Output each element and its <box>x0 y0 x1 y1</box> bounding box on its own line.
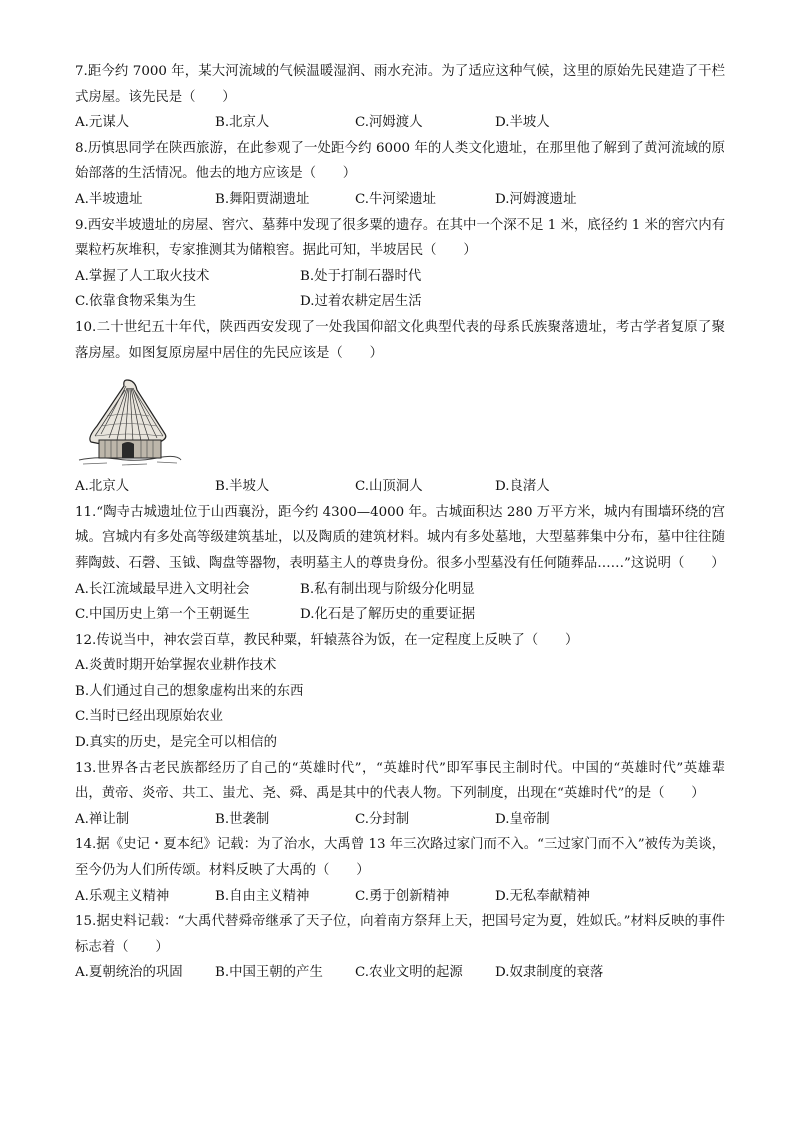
option-c: C.中国历史上第一个王朝诞生 <box>75 607 250 623</box>
option-c: C.依靠食物采集为生 <box>75 294 197 310</box>
option-d: D.奴隶制度的衰落 <box>495 965 604 981</box>
option-d: D.半坡人 <box>495 115 550 131</box>
question-12 <box>75 628 725 756</box>
option-d: D.皇帝制 <box>495 811 550 827</box>
option-b: B.处于打制石器时代 <box>300 268 422 284</box>
option-d: D.河姆渡遗址 <box>495 191 577 207</box>
option-c: C.牛河梁遗址 <box>355 191 436 207</box>
option-a: A.长江流域最早进入文明社会 <box>75 581 250 597</box>
option-a: A.夏朝统治的巩固 <box>75 965 183 981</box>
option-d: D.无私奉献精神 <box>495 888 590 904</box>
option-b: B.私有制出现与阶级分化明显 <box>300 581 475 597</box>
options-row <box>75 474 725 500</box>
question-13 <box>75 756 725 833</box>
question-11 <box>75 500 725 628</box>
options-row <box>75 960 725 986</box>
question-stem: 7.距今约 7000 年，某大河流域的气候温暖湿润、雨水充沛。为了适应这种气候，这里的原始先民建造了干栏式房屋。该先民是（ ） <box>75 64 725 105</box>
question-stem: 14.据《史记・夏本纪》记载：为了治水，大禹曾 13 年三次路过家门而不入。“三过家门而不入”被传为美谈，至今仍为人们所传颂。材料反映了大禹的（ ） <box>75 837 725 879</box>
option-a: A.元谋人 <box>75 115 130 131</box>
option-c: C.山顶洞人 <box>355 479 423 495</box>
option-c: C.分封制 <box>355 811 410 827</box>
option-d: D.真实的历史，是完全可以相信的 <box>75 735 277 751</box>
option-d: D.良渚人 <box>495 479 550 495</box>
option-d: D.过着农耕定居生活 <box>300 294 422 310</box>
question-14 <box>75 832 725 909</box>
option-b: B.北京人 <box>215 115 270 131</box>
reconstructed-hut-image <box>77 376 183 468</box>
option-b: B.世袭制 <box>215 811 270 827</box>
question-9 <box>75 213 725 315</box>
question-stem: 9.西安半坡遗址的房屋、窖穴、墓葬中发现了很多粟的遗存。在其中一个深不足 1 米，底径约 1 米的窖穴内有粟粒朽灰堆积，专家推测其为储粮窖。据此可知，半坡居民（ ） <box>75 217 725 259</box>
option-c: C.勇于创新精神 <box>355 888 450 904</box>
option-b: B.人们通过自己的想象虚构出来的东西 <box>75 683 304 699</box>
option-c: C.河姆渡人 <box>355 115 423 131</box>
exam-page <box>75 59 725 986</box>
question-7 <box>75 59 725 136</box>
options-list <box>75 653 725 755</box>
option-c: C.农业文明的起源 <box>355 965 463 981</box>
option-c: C.当时已经出现原始农业 <box>75 709 223 725</box>
option-a: A.北京人 <box>75 479 130 495</box>
options-row <box>75 807 725 833</box>
option-b: B.舞阳贾湖遗址 <box>215 191 310 207</box>
options-row <box>75 884 725 910</box>
question-stem: 12.传说当中，神农尝百草，教民种粟，轩辕蒸谷为饭，在一定程度上反映了（ ） <box>75 632 579 648</box>
question-15 <box>75 909 725 986</box>
question-stem: 11.“陶寺古城遗址位于山西襄汾，距今约 4300—4000 年。古城面积达 280 万平方米，城内有围墙环绕的宫城。宫城内有多处高等级建筑基址，以及陶质的建筑材料。城内有多处墓地，大型墓葬集中分布，墓中往往随葬陶鼓、石磬、玉钺、陶盘等器物，表明墓主人的尊贵身份。很多小型墓没有任何随葬品……”这说明（ ） <box>75 504 725 571</box>
option-a: A.炎黄时期开始掌握农业耕作技术 <box>75 658 277 674</box>
options-grid <box>75 264 725 315</box>
question-10 <box>75 315 725 500</box>
option-a: A.禅让制 <box>75 811 130 827</box>
option-d: D.化石是了解历史的重要证据 <box>300 607 476 623</box>
option-a: A.乐观主义精神 <box>75 888 170 904</box>
options-row <box>75 187 725 213</box>
question-stem: 8.历慎思同学在陕西旅游，在此参观了一处距今约 6000 年的人类文化遗址，在那里他了解到了黄河流域的原始部落的生活情况。他去的地方应该是（ ） <box>75 140 725 182</box>
option-b: B.自由主义精神 <box>215 888 310 904</box>
question-stem: 13.世界各古老民族都经历了自己的“英雄时代”，“英雄时代”即军事民主制时代。中国的“英雄时代”英雄辈出，黄帝、炎帝、共工、蚩尤、尧、舜、禹是其中的代表人物。下列制度，出现在“英雄时代”的是（ ） <box>75 760 725 802</box>
question-8 <box>75 136 725 213</box>
option-a: A.半坡遗址 <box>75 191 143 207</box>
option-a: A.掌握了人工取火技术 <box>75 268 210 284</box>
options-row <box>75 110 725 136</box>
option-b: B.中国王朝的产生 <box>215 965 323 981</box>
option-b: B.半坡人 <box>215 479 270 495</box>
question-stem: 15.据史料记载：“大禹代替舜帝继承了天子位，向着南方祭拜上天，把国号定为夏，姓姒氏。”材料反映的事件标志着（ ） <box>75 914 725 955</box>
question-stem: 10.二十世纪五十年代，陕西西安发现了一处我国仰韶文化典型代表的母系氏族聚落遗址，考古学者复原了聚落房屋。如图复原房屋中居住的先民应该是（ ） <box>75 319 725 361</box>
options-grid <box>75 577 725 628</box>
